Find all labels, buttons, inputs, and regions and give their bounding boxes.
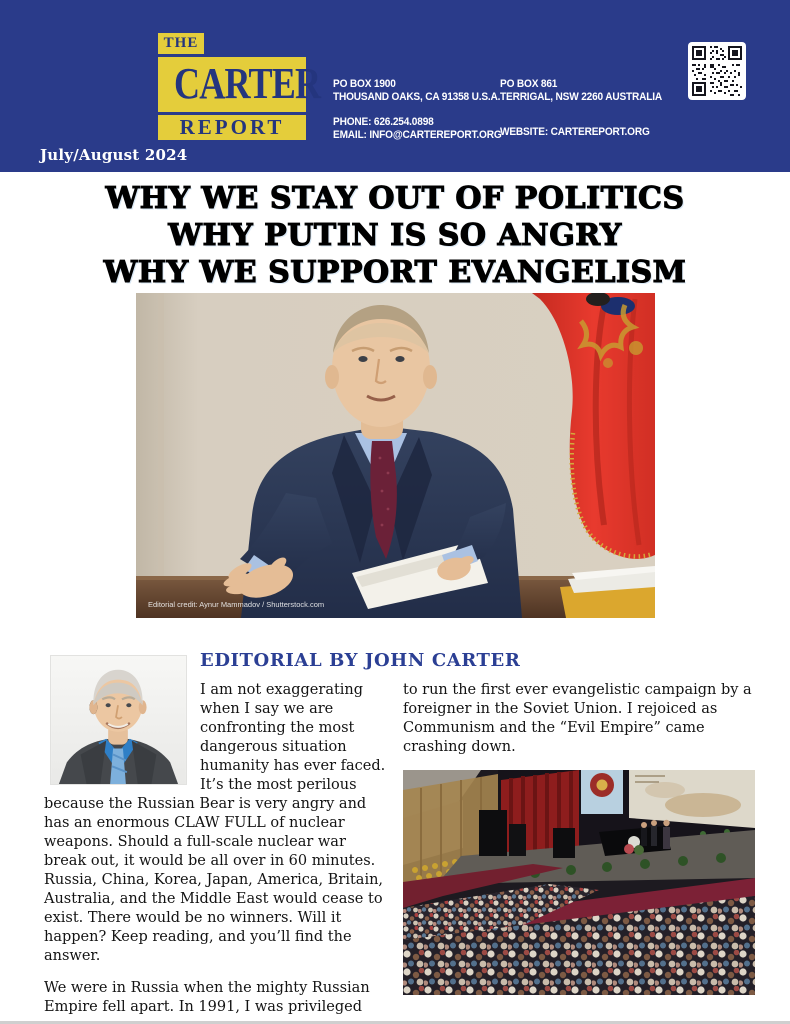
us-address-line1: PO BOX 1900 bbox=[333, 78, 396, 90]
email-address: EMAIL: INFO@CARTEREPORT.ORG bbox=[333, 129, 502, 141]
john-carter-portrait-art bbox=[51, 656, 186, 784]
logo-carter bbox=[158, 57, 321, 112]
editorial-heading: EDITORIAL BY JOHN CARTER bbox=[200, 650, 521, 671]
headline-line-3: WHY WE SUPPORT EVANGELISM bbox=[103, 255, 687, 290]
au-address bbox=[500, 78, 662, 104]
carter-report-logo bbox=[158, 33, 321, 140]
website-address: WEBSITE: CARTEREPORT.ORG bbox=[500, 126, 650, 138]
us-address bbox=[333, 78, 500, 104]
logo-carter-text: CARTER bbox=[174, 59, 321, 108]
headline-line-2: WHY PUTIN IS SO ANGRY bbox=[168, 218, 622, 253]
putin-photo-art bbox=[136, 293, 655, 618]
auditorium-photo bbox=[403, 770, 755, 995]
editorial-paragraph-3: to run the first ever evangelistic campaign by a foreigner in the Soviet Union. I rejoiced as Communism and the “Evil Empire” came crashing down. bbox=[403, 682, 752, 755]
us-address-line2: THOUSAND OAKS, CA 91358 U.S.A. bbox=[333, 91, 501, 103]
qr-code-icon bbox=[688, 42, 746, 100]
headline-line-1: WHY WE STAY OUT OF POLITICS bbox=[105, 181, 685, 216]
headline bbox=[0, 180, 790, 291]
editorial-section bbox=[0, 648, 790, 1024]
editorial-paragraph-2: We were in Russia when the mighty Russian Empire fell apart. In 1991, I was privileged bbox=[44, 980, 370, 1015]
editorial-right-column bbox=[403, 681, 755, 1024]
photo-credit: Editorial credit: Aynur Mammadov / Shutterstock.com bbox=[148, 600, 325, 609]
us-phone-email bbox=[333, 116, 502, 142]
john-carter-portrait bbox=[50, 655, 187, 785]
phone-number: PHONE: 626.254.0898 bbox=[333, 116, 434, 128]
issue-date: July/August 2024 bbox=[40, 146, 188, 164]
logo-the: THE bbox=[158, 33, 204, 54]
editorial-paragraph-1: I am not exaggerating when I say we are confronting the most dangerous situation humanity has ever faced. It’s the most perilous because the Russian Bear is very angry and has an enormous CLAW FULL of nuclear weapons. Should a full-scale nuclear war break out, it would be all over in 60 minutes. Russia, China, Korea, Japan, America, Britain, Australia, and the Middle East would cease to exist. There would be no winners. Will it happen? Keep reading, and you’ll find the answer. bbox=[44, 682, 386, 964]
logo-report: REPORT bbox=[158, 115, 306, 140]
auditorium-photo-art bbox=[403, 770, 755, 995]
masthead bbox=[0, 0, 790, 172]
qr-code-svg bbox=[692, 46, 742, 96]
putin-photo bbox=[136, 293, 655, 618]
au-address-line2: TERRIGAL, NSW 2260 AUSTRALIA bbox=[500, 91, 663, 103]
au-address-line1: PO BOX 861 bbox=[500, 78, 558, 90]
